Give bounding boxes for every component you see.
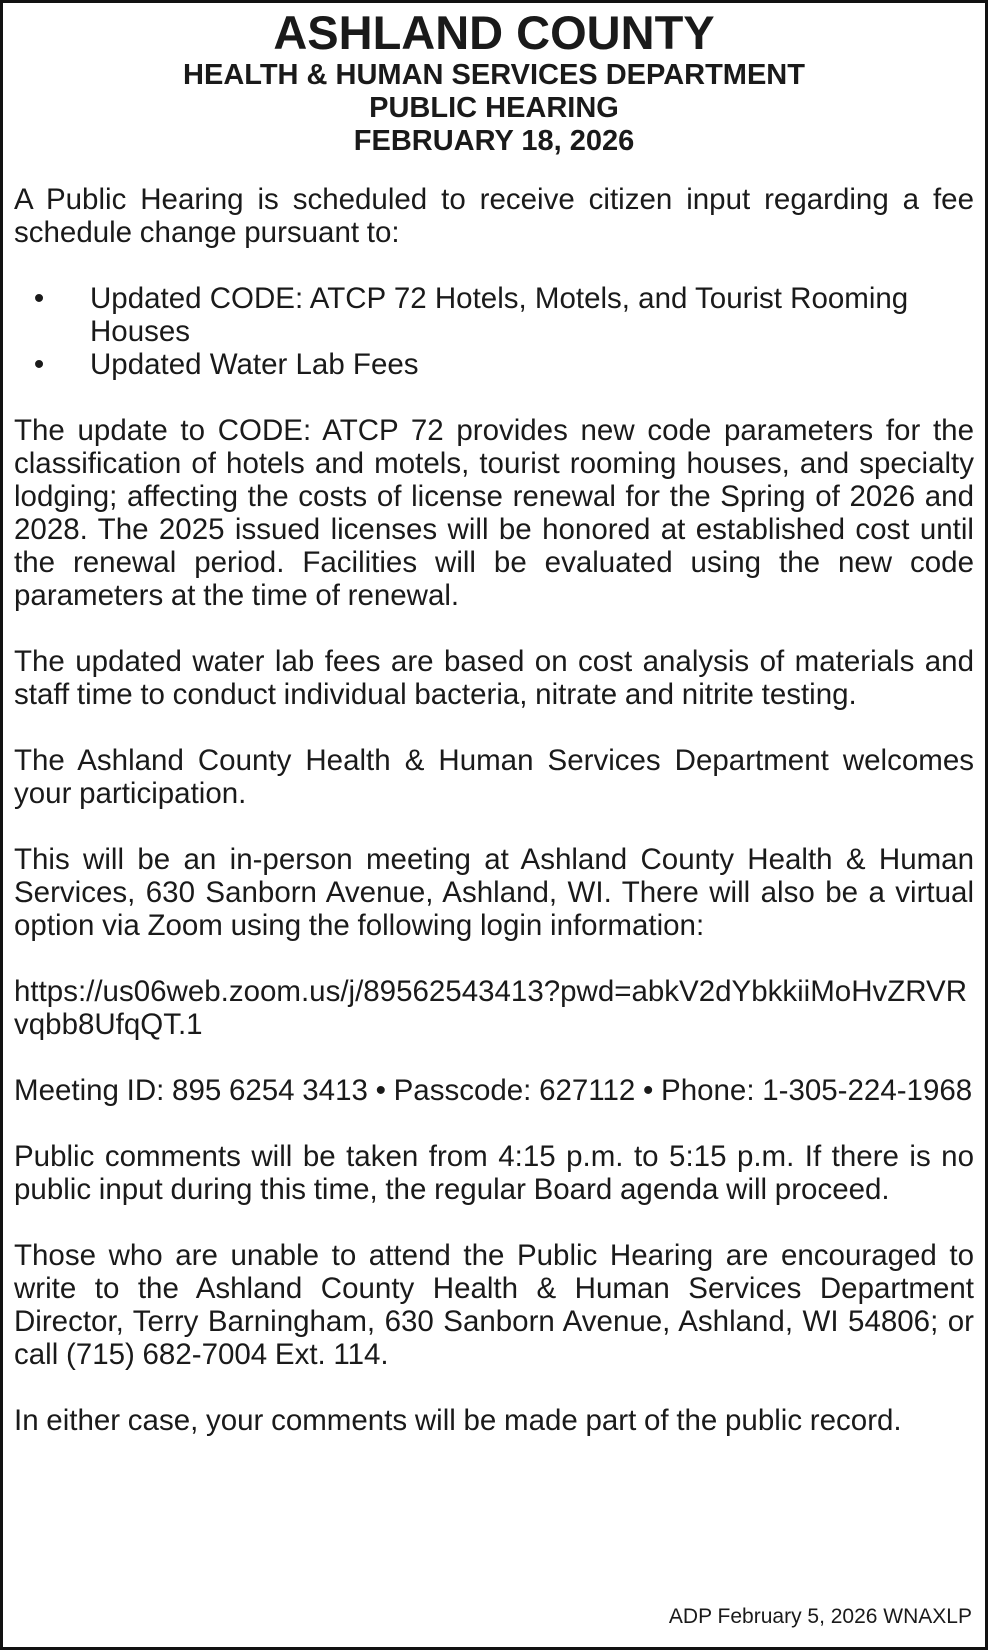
comments-time-paragraph: Public comments will be taken from 4:15 p.m. to 5:15 p.m. If there is no public input during this time, the regular Board agenda will proceed.	[14, 1140, 974, 1206]
department-name: HEALTH & HUMAN SERVICES DEPARTMENT	[183, 59, 805, 91]
bullet-icon: •	[33, 282, 45, 315]
write-in-paragraph: Those who are unable to attend the Public Hearing are encouraged to write to the Ashland County Health & Human Services Department Director, Terry Barningham, 630 Sanborn Avenue, Ashland, WI 54806; or call (715) 682-7004 Ext. 114.	[14, 1239, 974, 1371]
welcome-paragraph: The Ashland County Health & Human Services Department welcomes your participation.	[14, 744, 974, 810]
closing-paragraph: In either case, your comments will be made part of the public record.	[14, 1404, 902, 1437]
list-item	[14, 282, 974, 348]
notice-header	[3, 3, 985, 158]
hearing-date: FEBRUARY 18, 2026	[353, 125, 635, 157]
zoom-link[interactable]: https://us06web.zoom.us/j/89562543413?pwd=abkV2dYbkkiiMoHvZRVRvqbb8UfqQT.1	[14, 975, 968, 1041]
fee-change-list	[14, 282, 974, 381]
event-name: PUBLIC HEARING	[369, 92, 619, 124]
list-item-text: Updated CODE: ATCP 72 Hotels, Motels, and Tourist Rooming Houses	[90, 282, 909, 348]
county-title: ASHLAND COUNTY	[273, 6, 715, 59]
publication-footer: ADP February 5, 2026 WNAXLP	[668, 1605, 972, 1628]
list-item-text: Updated Water Lab Fees	[90, 348, 419, 381]
meeting-paragraph: This will be an in-person meeting at Ashland County Health & Human Services, 630 Sanborn Avenue, Ashland, WI. There will also be a virtual option via Zoom using the following login information:	[14, 843, 974, 942]
bullet-icon: •	[33, 348, 45, 381]
intro-paragraph: A Public Hearing is scheduled to receive citizen input regarding a fee schedule change pursuant to:	[14, 183, 974, 249]
list-item	[14, 348, 974, 381]
notice-body	[14, 183, 974, 1470]
atcp-update-paragraph: The update to CODE: ATCP 72 provides new code parameters for the classification of hotels and motels, tourist rooming houses, and specialty lodging; affecting the costs of license renewal for the Spring of 2026 and 2028. The 2025 issued licenses will be honored at established cost until the renewal period. Facilities will be evaluated using the new code parameters at the time of renewal.	[14, 414, 974, 612]
water-fees-paragraph: The updated water lab fees are based on cost analysis of materials and staff time to conduct individual bacteria, nitrate and nitrite testing.	[14, 645, 974, 711]
meeting-details: Meeting ID: 895 6254 3413 • Passcode: 627112 • Phone: 1-305-224-1968	[14, 1074, 973, 1107]
